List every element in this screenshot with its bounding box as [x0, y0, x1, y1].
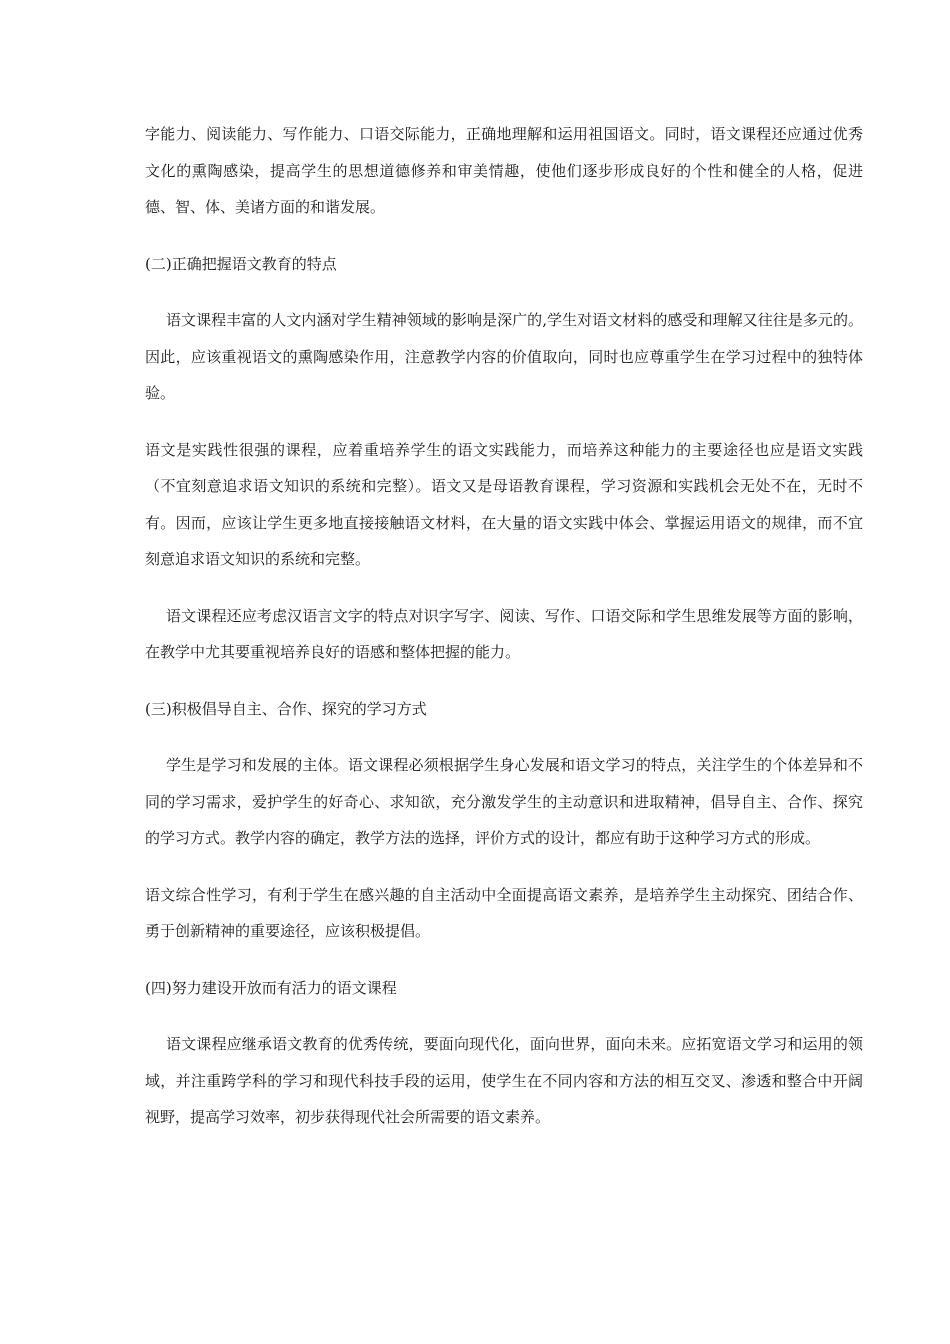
- section-heading-4: (四)努力建设开放而有活力的语文课程: [145, 978, 397, 997]
- paragraph-4: 语文课程还应考虑汉语言文字的特点对识字写字、阅读、写作、口语交际和学生思维发展等方面的影响，在教学中尤其要重视培养良好的语感和整体把握的能力。: [145, 606, 863, 661]
- paragraph-2: 语文课程丰富的人文内涵对学生精神领域的影响是深广的,学生对语文材料的感受和理解又往往是多元的。因此，应该重视语文的熏陶感染作用，注意教学内容的价值取向，同时也应尊重学生在学习过程中的独特体验。: [145, 311, 863, 402]
- paragraph-6: 语文综合性学习，有利于学生在感兴趣的自主活动中全面提高语文素养，是培养学生主动探究、团结合作、勇于创新精神的重要途径，应该积极提倡。: [145, 885, 863, 940]
- paragraph-3: 语文是实践性很强的课程，应着重培养学生的语文实践能力，而培养这种能力的主要途径也应是语文实践（不宜刻意追求语文知识的系统和完整）。语文又是母语教育课程，学习资源和实践机会无处不在，无时不有。因而，应该让学生更多地直接接触语文材料，在大量的语文实践中体会、掌握运用语文的规律，而不宜刻意追求语文知识的系统和完整。: [145, 440, 863, 568]
- paragraph-5: 学生是学习和发展的主体。语文课程必须根据学生身心发展和语文学习的特点，关注学生的个体差异和不同的学习需求，爱护学生的好奇心、求知欲，充分激发学生的主动意识和进取精神，倡导自主、合作、探究的学习方式。教学内容的确定，教学方法的选择，评价方式的设计，都应有助于这种学习方式的形成。: [145, 756, 863, 847]
- document-page: [145, 116, 863, 1156]
- section-heading-3: (三)积极倡导自主、合作、探究的学习方式: [145, 699, 427, 718]
- paragraph-1: 字能力、阅读能力、写作能力、口语交际能力，正确地理解和运用祖国语文。同时，语文课程还应通过优秀文化的熏陶感染，提高学生的思想道德修养和审美情趣，使他们逐步形成良好的个性和健全的人格，促进德、智、体、美诸方面的和谐发展。: [145, 125, 863, 216]
- paragraph-7: 语文课程应继承语文教育的优秀传统，要面向现代化，面向世界，面向未来。应拓宽语文学习和运用的领域，并注重跨学科的学习和现代科技手段的运用，使学生在不同内容和方法的相互交叉、渗透和整合中开阔视野，提高学习效率，初步获得现代社会所需要的语文素养。: [145, 1035, 863, 1126]
- section-heading-2: (二)正确把握语文教育的特点: [145, 254, 337, 273]
